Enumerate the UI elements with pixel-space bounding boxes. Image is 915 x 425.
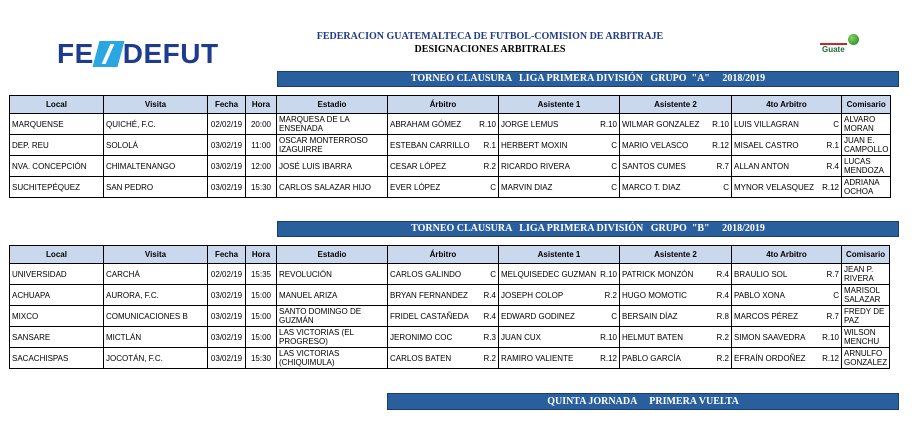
cell-comisario: ARNULFO GONZALEZ — [842, 348, 890, 369]
cell-estadio: MANUEL ARIZA — [277, 285, 388, 306]
logo-slash-icon — [92, 41, 124, 67]
cell-asistente-2-content — [622, 120, 729, 129]
cell-asistente-1-code: R.12 — [600, 353, 617, 363]
cell-asistente-1 — [499, 285, 620, 306]
cell-asistente-2-name: HUGO MOMOTIC — [622, 290, 687, 300]
cell-asistente-1-code: C — [611, 311, 617, 321]
cell-asistente-2-code: R.2 — [716, 353, 729, 363]
cell-asistente-1-content — [501, 141, 617, 150]
cell-visita: MICTLÁN — [104, 327, 208, 348]
cell-arbitro — [388, 114, 499, 135]
cell-arbitro — [388, 156, 499, 177]
cell-asistente-1 — [499, 135, 620, 156]
logo-text-left: FE — [57, 38, 94, 69]
col-fecha: Fecha — [208, 246, 246, 264]
cell-cuarto-arbitro-content — [734, 120, 839, 129]
cell-asistente-1-name: JOSEPH COLOP — [501, 290, 564, 300]
cell-asistente-1 — [499, 264, 620, 285]
table-row — [10, 177, 891, 198]
table-header-row — [10, 96, 891, 114]
cell-fecha: 02/02/19 — [208, 114, 246, 135]
table-row — [10, 327, 890, 348]
cell-hora: 15:00 — [246, 327, 277, 348]
cell-fecha: 03/02/19 — [208, 348, 246, 369]
col-arbitro: Árbitro — [388, 246, 499, 264]
cell-asistente-2-content — [622, 291, 729, 300]
cell-fecha: 03/02/19 — [208, 156, 246, 177]
federation-title: FEDERACION GUATEMALTECA DE FUTBOL-COMISION DE ARBITRAJE — [316, 31, 664, 42]
cell-asistente-1-content — [501, 354, 617, 363]
cell-local: MIXCO — [10, 306, 104, 327]
cell-cuarto-arbitro-code: C — [833, 290, 839, 300]
table-row — [10, 306, 890, 327]
cell-asistente-1-content — [501, 162, 617, 171]
table-row — [10, 264, 890, 285]
cell-cuarto-arbitro-content — [734, 270, 839, 279]
cell-hora: 11:00 — [246, 135, 277, 156]
cell-asistente-1-name: RAMIRO VALIENTE — [501, 353, 574, 363]
cell-comisario: ALVARO MORAN — [842, 114, 891, 135]
cell-cuarto-arbitro — [732, 327, 842, 348]
cell-local: SANSARE — [10, 327, 104, 348]
cell-asistente-2-content — [622, 141, 729, 150]
table-row — [10, 135, 891, 156]
cell-asistente-1 — [499, 348, 620, 369]
group-b-banner: TORNEO CLAUSURA LIGA PRIMERA DIVISIÓN GRUPO "B" 2018/2019 — [277, 221, 899, 237]
cell-local: UNIVERSIDAD — [10, 264, 104, 285]
cell-cuarto-arbitro-code: R.12 — [822, 182, 839, 192]
cell-cuarto-arbitro-name: PABLO XONA — [734, 290, 785, 300]
cell-asistente-2-content — [622, 270, 729, 279]
cell-asistente-1-name: EDWARD GODINEZ — [501, 311, 575, 321]
cell-arbitro-content — [390, 162, 496, 171]
guate-logo-text: Guate — [822, 45, 845, 54]
cell-arbitro — [388, 327, 499, 348]
cell-local: DEP. REU — [10, 135, 104, 156]
cell-asistente-2-code: R.12 — [712, 140, 729, 150]
cell-cuarto-arbitro-name: LUIS VILLAGRAN — [734, 119, 799, 129]
cell-asistente-2-name: HELMUT BATEN — [622, 332, 684, 342]
cell-estadio: LAS VICTORIAS (CHIQUIMULA) — [277, 348, 388, 369]
cell-asistente-1-content — [501, 120, 617, 129]
logo-text-right: DEFUT — [122, 38, 219, 69]
table-row — [10, 114, 891, 135]
group-b-table — [9, 245, 890, 369]
cell-cuarto-arbitro-content — [734, 183, 839, 192]
cell-cuarto-arbitro — [732, 177, 842, 198]
cell-cuarto-arbitro — [732, 348, 842, 369]
cell-arbitro-code: R.3 — [483, 332, 496, 342]
cell-arbitro-content — [390, 354, 496, 363]
cell-estadio: JOSÉ LUIS IBARRA — [277, 156, 388, 177]
cell-arbitro-code: R.4 — [483, 311, 496, 321]
cell-asistente-2-name: WILMAR GONZALEZ — [622, 119, 700, 129]
cell-cuarto-arbitro — [732, 285, 842, 306]
cell-cuarto-arbitro — [732, 306, 842, 327]
cell-arbitro-code: R.4 — [483, 290, 496, 300]
cell-arbitro — [388, 135, 499, 156]
cell-asistente-1-name: JORGE LEMUS — [501, 119, 559, 129]
cell-asistente-1 — [499, 114, 620, 135]
cell-asistente-1-code: R.10 — [600, 332, 617, 342]
cell-asistente-2-code: C — [723, 182, 729, 192]
cell-asistente-2 — [620, 264, 732, 285]
cell-asistente-2-code: R.4 — [716, 290, 729, 300]
group-a-table — [9, 95, 891, 198]
cell-arbitro-name: BRYAN FERNANDEZ — [390, 290, 468, 300]
cell-asistente-2-name: BERSAIN DÍAZ — [622, 311, 678, 321]
col-visita: Visita — [104, 246, 208, 264]
cell-fecha: 02/02/19 — [208, 264, 246, 285]
cell-local: NVA. CONCEPCIÓN — [10, 156, 104, 177]
cell-cuarto-arbitro-content — [734, 354, 839, 363]
col-visita: Visita — [104, 96, 208, 114]
cell-visita: COMUNICACIONES B — [104, 306, 208, 327]
cell-asistente-1-content — [501, 270, 617, 279]
cell-estadio: REVOLUCIÓN — [277, 264, 388, 285]
table-row — [10, 285, 890, 306]
cell-asistente-2-code: R.8 — [716, 311, 729, 321]
cell-asistente-1-code: C — [611, 182, 617, 192]
cell-cuarto-arbitro-code: R.12 — [822, 353, 839, 363]
cell-asistente-2-name: SANTOS CUMES — [622, 161, 686, 171]
cell-comisario: MARISOL SALAZAR — [842, 285, 890, 306]
col-local: Local — [10, 246, 104, 264]
cell-comisario: WILSON MENCHU — [842, 327, 890, 348]
cell-local: SUCHITEPÉQUEZ — [10, 177, 104, 198]
col-asistente-1: Asistente 1 — [499, 246, 620, 264]
cell-asistente-2 — [620, 327, 732, 348]
cell-asistente-2-code: R.2 — [716, 332, 729, 342]
cell-arbitro-content — [390, 312, 496, 321]
cell-comisario: JUAN E. CAMPOLLO — [842, 135, 891, 156]
cell-cuarto-arbitro-content — [734, 291, 839, 300]
document-title: DESIGNACIONES ARBITRALES — [414, 44, 566, 55]
cell-arbitro-content — [390, 141, 496, 150]
cell-asistente-1-code: R.2 — [604, 290, 617, 300]
cell-arbitro-content — [390, 120, 496, 129]
cell-arbitro — [388, 177, 499, 198]
cell-local: MARQUENSE — [10, 114, 104, 135]
cell-cuarto-arbitro — [732, 156, 842, 177]
cell-arbitro-content — [390, 333, 496, 342]
group-a-rows — [10, 114, 891, 198]
cell-asistente-1-content — [501, 312, 617, 321]
cell-fecha: 03/02/19 — [208, 327, 246, 348]
cell-arbitro-name: CESAR LÓPEZ — [390, 161, 447, 171]
col-arbitro: Árbitro — [388, 96, 499, 114]
table-header-row — [10, 246, 890, 264]
cell-cuarto-arbitro-name: MYNOR VELASQUEZ — [734, 182, 815, 192]
cell-cuarto-arbitro — [732, 114, 842, 135]
col-cuarto-arbitro: 4to Arbitro — [732, 246, 842, 264]
ball-icon — [848, 34, 859, 45]
table-row — [10, 156, 891, 177]
cell-fecha: 03/02/19 — [208, 306, 246, 327]
cell-cuarto-arbitro-code: R.7 — [826, 269, 839, 279]
cell-visita: SOLOLÁ — [104, 135, 208, 156]
cell-asistente-1-code: C — [611, 140, 617, 150]
cell-asistente-2 — [620, 114, 732, 135]
cell-visita: CHIMALTENANGO — [104, 156, 208, 177]
cell-cuarto-arbitro-name: SIMON SAAVEDRA — [734, 332, 806, 342]
cell-visita: CARCHÁ — [104, 264, 208, 285]
cell-arbitro-name: ESTEBAN CARRILLO — [390, 140, 470, 150]
cell-arbitro — [388, 264, 499, 285]
cell-estadio: CARLOS SALAZAR HIJO — [277, 177, 388, 198]
col-hora: Hora — [246, 96, 277, 114]
cell-asistente-1-name: HERBERT MOXIN — [501, 140, 568, 150]
cell-arbitro-code: R.1 — [483, 140, 496, 150]
col-asistente-2: Asistente 2 — [620, 96, 732, 114]
cell-asistente-2-code: R.7 — [716, 161, 729, 171]
cell-cuarto-arbitro-content — [734, 162, 839, 171]
cell-comisario: LUCAS MENDOZA — [842, 156, 891, 177]
cell-asistente-2 — [620, 177, 732, 198]
cell-cuarto-arbitro — [732, 264, 842, 285]
col-estadio: Estadio — [277, 96, 388, 114]
cell-hora: 15:00 — [246, 306, 277, 327]
cell-arbitro-name: JERONIMO COC — [390, 332, 453, 342]
col-fecha: Fecha — [208, 96, 246, 114]
cell-visita: SAN PEDRO — [104, 177, 208, 198]
cell-asistente-1-name: MARVIN DIAZ — [501, 182, 553, 192]
fedefut-logo — [57, 38, 219, 70]
cell-comisario: FREDY DE PAZ — [842, 306, 890, 327]
cell-asistente-2-name: MARIO VELASCO — [622, 140, 689, 150]
cell-arbitro-code: C — [490, 182, 496, 192]
cell-asistente-1 — [499, 306, 620, 327]
col-cuarto-arbitro: 4to Arbitro — [732, 96, 842, 114]
cell-asistente-2 — [620, 348, 732, 369]
cell-hora: 15:00 — [246, 285, 277, 306]
group-b-rows — [10, 264, 890, 369]
cell-cuarto-arbitro-name: MARCOS PÉREZ — [734, 311, 799, 321]
cell-asistente-1-content — [501, 333, 617, 342]
col-local: Local — [10, 96, 104, 114]
cell-asistente-2 — [620, 135, 732, 156]
cell-estadio: MARQUESA DE LA ENSENADA — [277, 114, 388, 135]
cell-arbitro — [388, 285, 499, 306]
cell-cuarto-arbitro-code: R.7 — [826, 311, 839, 321]
cell-cuarto-arbitro-content — [734, 312, 839, 321]
cell-asistente-2-content — [622, 183, 729, 192]
cell-fecha: 03/02/19 — [208, 177, 246, 198]
cell-asistente-2-code: R.10 — [712, 119, 729, 129]
cell-asistente-1-content — [501, 183, 617, 192]
cell-arbitro-name: CARLOS BATEN — [390, 353, 452, 363]
cell-asistente-1-code: R.10 — [600, 119, 617, 129]
cell-arbitro-name: ABRAHAM GÓMEZ — [390, 119, 462, 129]
cell-visita: AURORA, F.C. — [104, 285, 208, 306]
cell-cuarto-arbitro-content — [734, 141, 839, 150]
cell-asistente-1 — [499, 177, 620, 198]
guate-logo — [820, 34, 865, 56]
cell-asistente-1 — [499, 327, 620, 348]
cell-asistente-2-content — [622, 312, 729, 321]
cell-arbitro-code: R.2 — [483, 353, 496, 363]
cell-asistente-1 — [499, 156, 620, 177]
cell-estadio: LAS VICTORIAS (EL PROGRESO) — [277, 327, 388, 348]
cell-asistente-2-name: PATRICK MONZÓN — [622, 269, 694, 279]
col-comisario: Comisario — [842, 246, 890, 264]
cell-arbitro-name: CARLOS GALINDO — [390, 269, 462, 279]
cell-cuarto-arbitro-code: R.4 — [826, 161, 839, 171]
cell-asistente-1-code: C — [611, 161, 617, 171]
cell-hora: 15:35 — [246, 264, 277, 285]
cell-hora: 12:00 — [246, 156, 277, 177]
cell-asistente-2-name: MARCO T. DIAZ — [622, 182, 681, 192]
cell-visita: QUICHÉ, F.C. — [104, 114, 208, 135]
cell-cuarto-arbitro-content — [734, 333, 839, 342]
cell-hora: 20:00 — [246, 114, 277, 135]
col-comisario: Comisario — [842, 96, 891, 114]
cell-cuarto-arbitro-name: EFRAÍN ORDOÑEZ — [734, 353, 806, 363]
cell-arbitro — [388, 348, 499, 369]
cell-cuarto-arbitro — [732, 135, 842, 156]
cell-asistente-2-content — [622, 162, 729, 171]
cell-visita: JOCOTÁN, F.C. — [104, 348, 208, 369]
col-estadio: Estadio — [277, 246, 388, 264]
group-a-banner: TORNEO CLAUSURA LIGA PRIMERA DIVISIÓN GRUPO "A" 2018/2019 — [277, 71, 899, 87]
cell-cuarto-arbitro-name: MISAEL CASTRO — [734, 140, 799, 150]
table-row — [10, 348, 890, 369]
cell-asistente-2-name: PABLO GARCÍA — [622, 353, 681, 363]
cell-hora: 15:30 — [246, 348, 277, 369]
col-asistente-2: Asistente 2 — [620, 246, 732, 264]
cell-arbitro-content — [390, 183, 496, 192]
cell-asistente-2-code: R.4 — [716, 269, 729, 279]
cell-arbitro — [388, 306, 499, 327]
cell-fecha: 03/02/19 — [208, 285, 246, 306]
cell-cuarto-arbitro-name: BRAULIO SOL — [734, 269, 788, 279]
col-hora: Hora — [246, 246, 277, 264]
cell-arbitro-code: C — [490, 269, 496, 279]
cell-comisario: ADRIANA OCHOA — [842, 177, 891, 198]
cell-cuarto-arbitro-code: R.1 — [826, 140, 839, 150]
cell-estadio: SANTO DOMINGO DE GUZMÁN — [277, 306, 388, 327]
cell-arbitro-content — [390, 270, 496, 279]
cell-estadio: OSCAR MONTERROSO IZAGUIRRE — [277, 135, 388, 156]
cell-cuarto-arbitro-name: ALLAN ANTON — [734, 161, 789, 171]
cell-comisario: JEAN P. RIVERA — [842, 264, 890, 285]
cell-asistente-2 — [620, 156, 732, 177]
cell-asistente-1-name: JUAN CUX — [501, 332, 542, 342]
cell-asistente-1-content — [501, 291, 617, 300]
cell-local: ACHUAPA — [10, 285, 104, 306]
cell-arbitro-name: FRIDEL CASTAÑEDA — [390, 311, 469, 321]
cell-asistente-1-code: R.10 — [600, 269, 617, 279]
cell-asistente-2 — [620, 306, 732, 327]
cell-arbitro-content — [390, 291, 496, 300]
col-asistente-1: Asistente 1 — [499, 96, 620, 114]
cell-asistente-1-name: RICARDO RIVERA — [501, 161, 570, 171]
cell-asistente-2-content — [622, 354, 729, 363]
cell-cuarto-arbitro-code: C — [833, 119, 839, 129]
cell-arbitro-code: R.10 — [479, 119, 496, 129]
cell-cuarto-arbitro-code: R.10 — [822, 332, 839, 342]
jornada-banner: QUINTA JORNADA PRIMERA VUELTA — [387, 393, 899, 410]
cell-local: SACACHISPAS — [10, 348, 104, 369]
cell-asistente-2 — [620, 285, 732, 306]
cell-fecha: 03/02/19 — [208, 135, 246, 156]
cell-hora: 15:30 — [246, 177, 277, 198]
cell-arbitro-name: EVER LÓPEZ — [390, 182, 441, 192]
cell-asistente-1-name: MELQUISEDEC GUZMAN — [501, 269, 597, 279]
cell-arbitro-code: R.2 — [483, 161, 496, 171]
cell-asistente-2-content — [622, 333, 729, 342]
